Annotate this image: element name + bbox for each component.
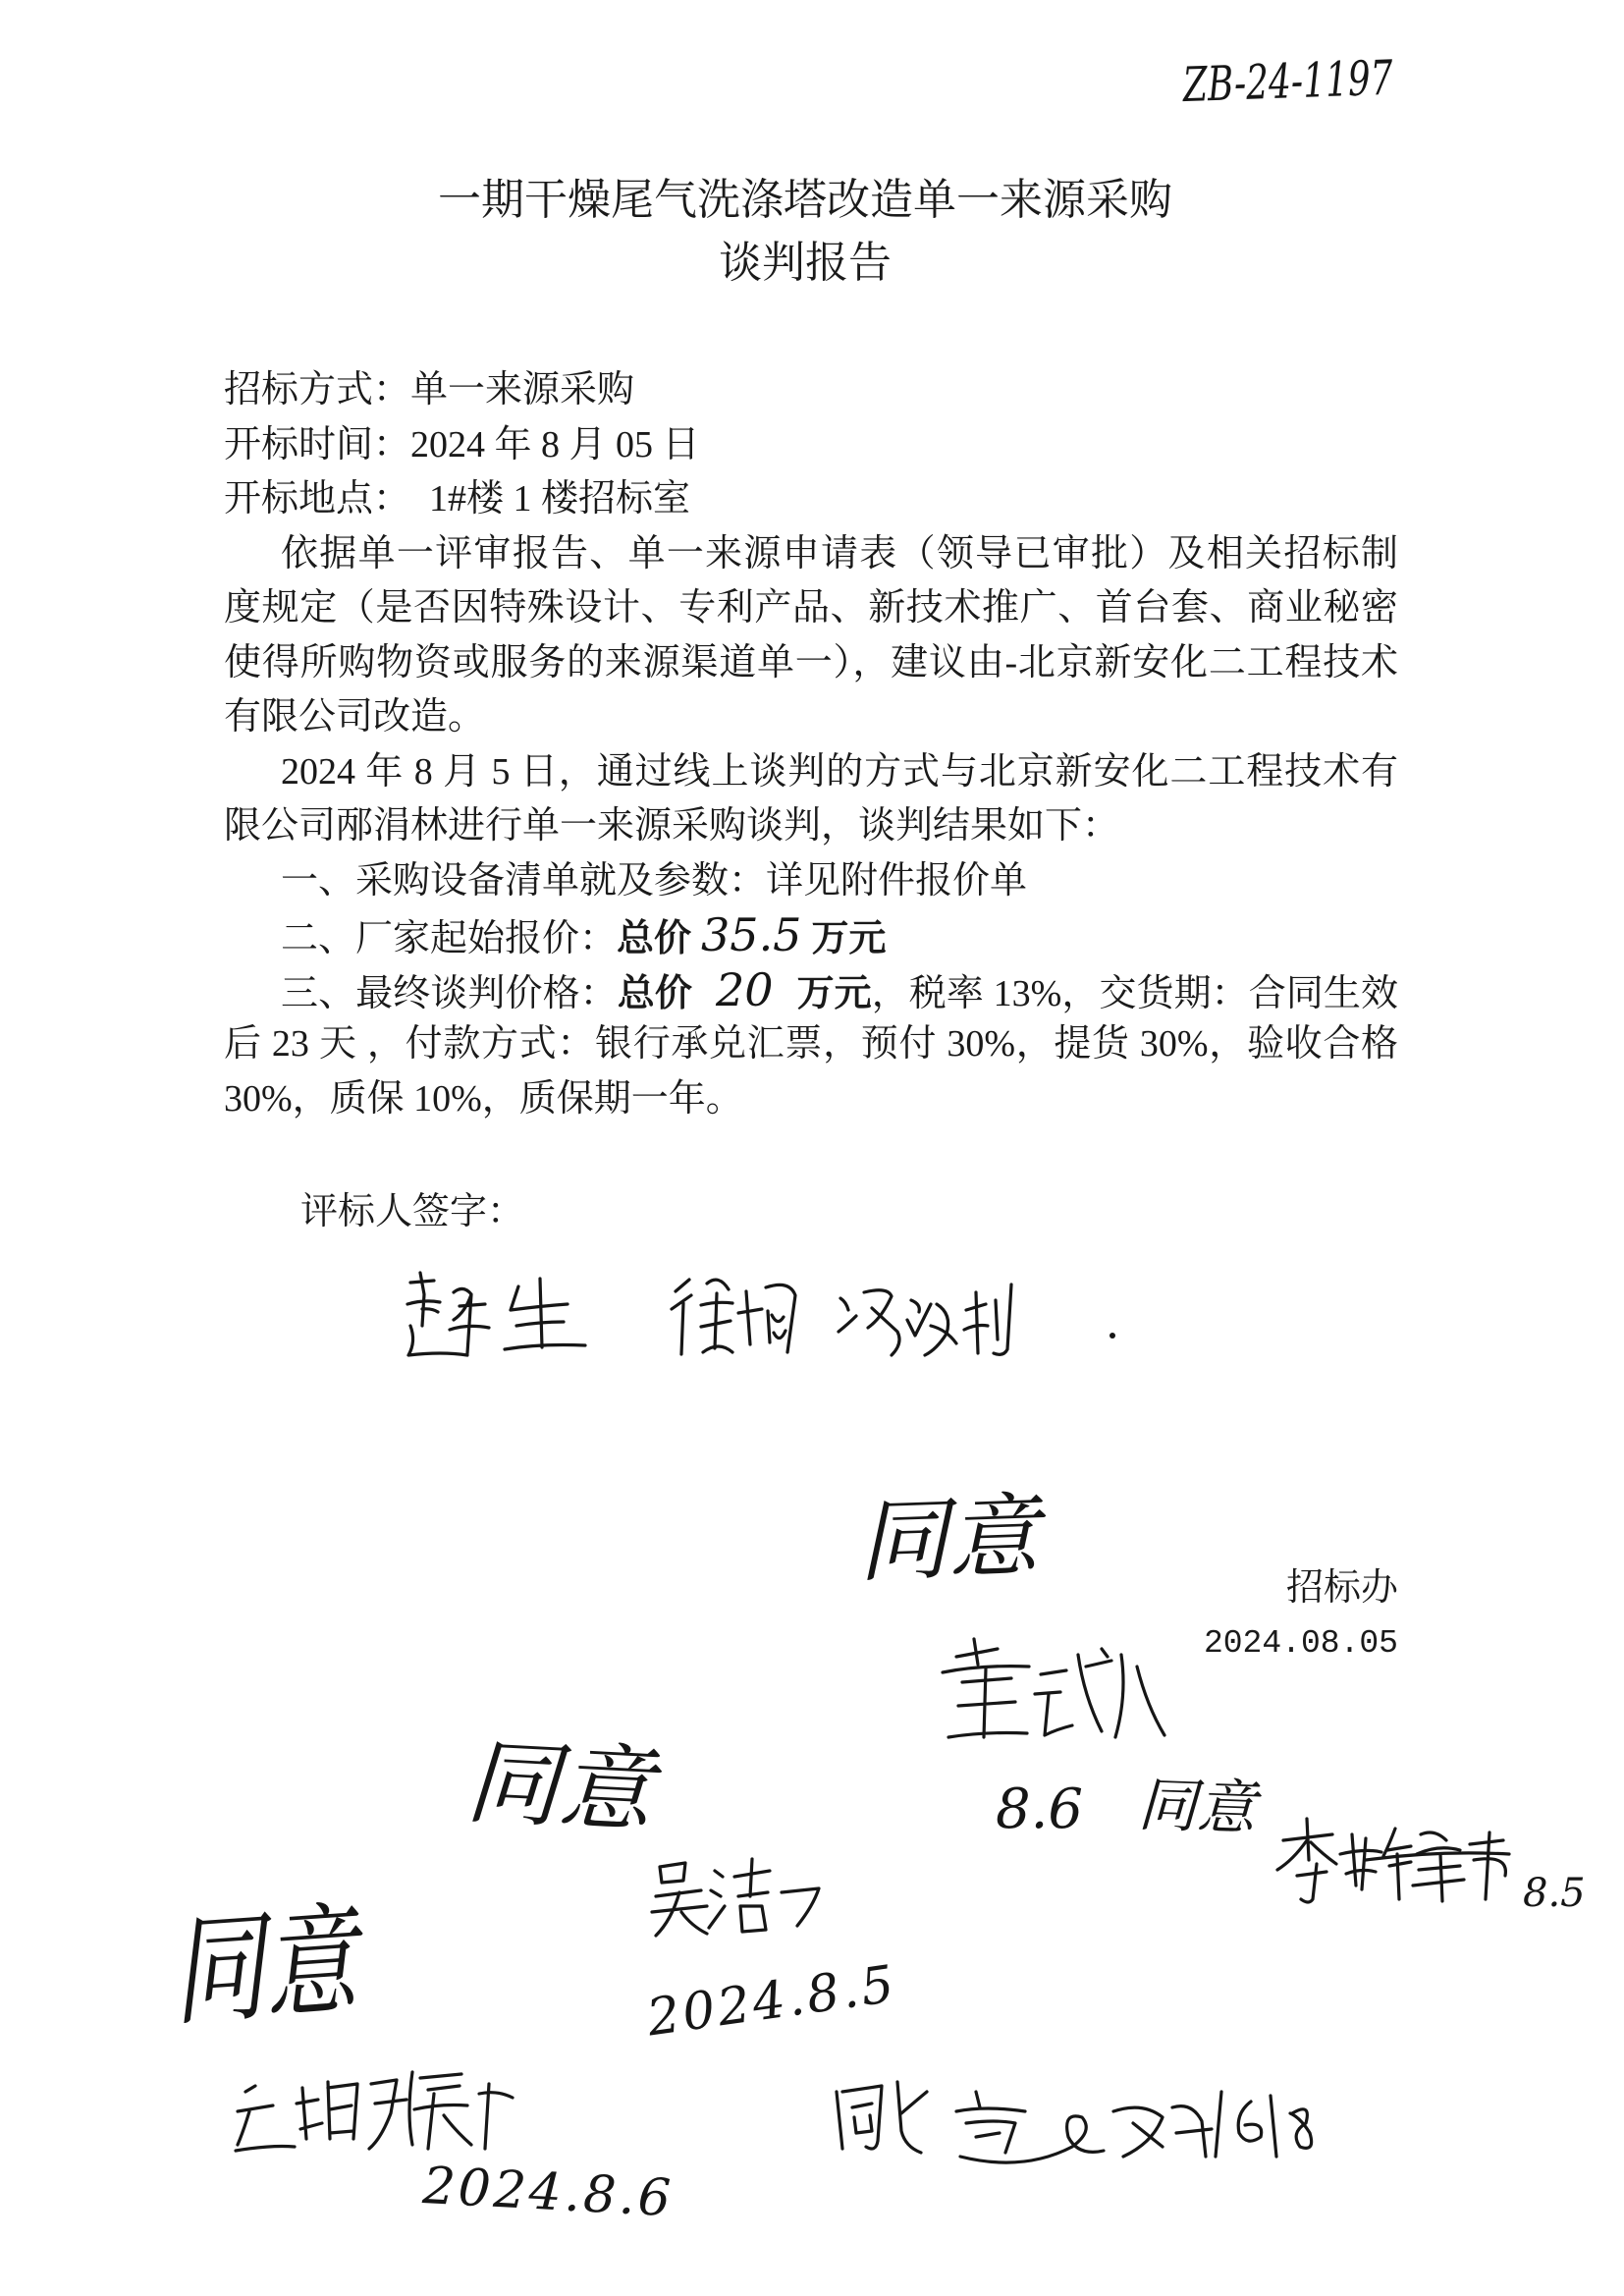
title-line-2: 谈判报告: [719, 239, 892, 287]
negotiation-paragraph-line: 限公司邴涓林进行单一来源采购谈判，谈判结果如下：: [224, 805, 1120, 847]
handwritten-date: 2024.8.5: [643, 1954, 900, 2049]
evaluator-signature-2: [672, 1280, 795, 1354]
approver-signature-3: [652, 1859, 819, 1936]
handwritten-date: 2024.8.6: [421, 2157, 676, 2229]
final-price-terms-line: 30%，质保 10%，质保期一年。: [224, 1077, 743, 1120]
result-item-final-price: [224, 963, 1398, 1018]
result-item-initial-quote: [224, 908, 1398, 963]
issuing-office: 招标办: [1285, 1567, 1398, 1609]
info-row-bid-opening-place: [224, 472, 1398, 527]
issue-date: 2024.08.05: [1203, 1625, 1398, 1662]
basis-paragraph-line: 使得所购物资或服务的来源渠道单一），建议由-北京新安化二工程技术: [224, 641, 1398, 683]
evaluator-signature-3: [839, 1285, 1011, 1355]
approver-signature-5: [837, 2082, 1312, 2162]
info-value: 单一来源采购: [410, 369, 635, 410]
final-price-terms-line: 后 23 天 ，付款方式：银行承兑汇票，预付 30%，提货 30%，验收合格: [224, 1023, 1398, 1065]
currency-unit: 万元: [796, 972, 872, 1014]
basis-paragraph-line: 依据单一评审报告、单一来源申请表（领导已审批）及相关招标制: [281, 532, 1398, 574]
info-row-bid-opening-time: [224, 418, 1398, 473]
handwritten-approval-note: 同意: [855, 1483, 1041, 1595]
info-label: 开标时间：: [224, 423, 411, 465]
info-value: 1#楼 1 楼招标室: [410, 478, 691, 519]
approver-signature-4: [236, 2072, 513, 2151]
handwritten-date: 8.6: [996, 1777, 1084, 1841]
total-price-label: 总价: [617, 972, 692, 1014]
handwritten-approval-note: 同意: [462, 1728, 656, 1846]
basis-paragraph-line: 度规定（是否因特殊设计、专利产品、新技术推广、首台套、商业秘密: [224, 587, 1398, 629]
basis-paragraph-line: 有限公司改造。: [224, 696, 486, 738]
currency-unit: 万元: [811, 918, 887, 959]
result-prefix: 二、厂家起始报价：: [281, 918, 618, 959]
info-row-bid-method: [224, 363, 1398, 418]
result-prefix: 三、最终谈判价格：: [281, 972, 618, 1014]
report-title: [0, 169, 1610, 295]
final-price-terms: ，税率 13%，交货期：合同生效: [871, 972, 1398, 1014]
handwritten-final-amount: 20: [715, 962, 774, 1016]
total-price-label: 总价: [617, 918, 692, 959]
handwritten-reference-number: ZB-24-1197: [1181, 51, 1394, 114]
result-item-equipment-list: 一、采购设备清单就及参数：详见附件报价单: [281, 859, 1028, 902]
handwritten-date: 8.5: [1523, 1871, 1586, 1916]
title-line-1: 一期干燥尾气洗涤塔改造单一来源采购: [438, 176, 1172, 224]
info-label: 招标方式：: [224, 369, 411, 410]
handwritten-initial-amount: 35.5: [701, 908, 802, 961]
negotiation-paragraph-line: 2024 年 8 月 5 日，通过线上谈判的方式与北京新安化二工程技术有: [281, 750, 1398, 793]
info-value: 2024 年 8 月 05 日: [410, 423, 700, 465]
handwritten-approval-note: 同意: [1136, 1771, 1258, 1844]
approver-signature-2: [1277, 1819, 1509, 1902]
evaluator-signature-1: [407, 1273, 585, 1355]
report-body: [224, 363, 1398, 1126]
handwritten-approval-note: 同意: [167, 1891, 361, 2044]
info-label: 开标地点：: [224, 478, 411, 519]
ink-dot: [1110, 1333, 1115, 1339]
evaluator-signature-label: 评标人签字：: [300, 1191, 525, 1232]
approver-signature-1: [943, 1639, 1164, 1737]
